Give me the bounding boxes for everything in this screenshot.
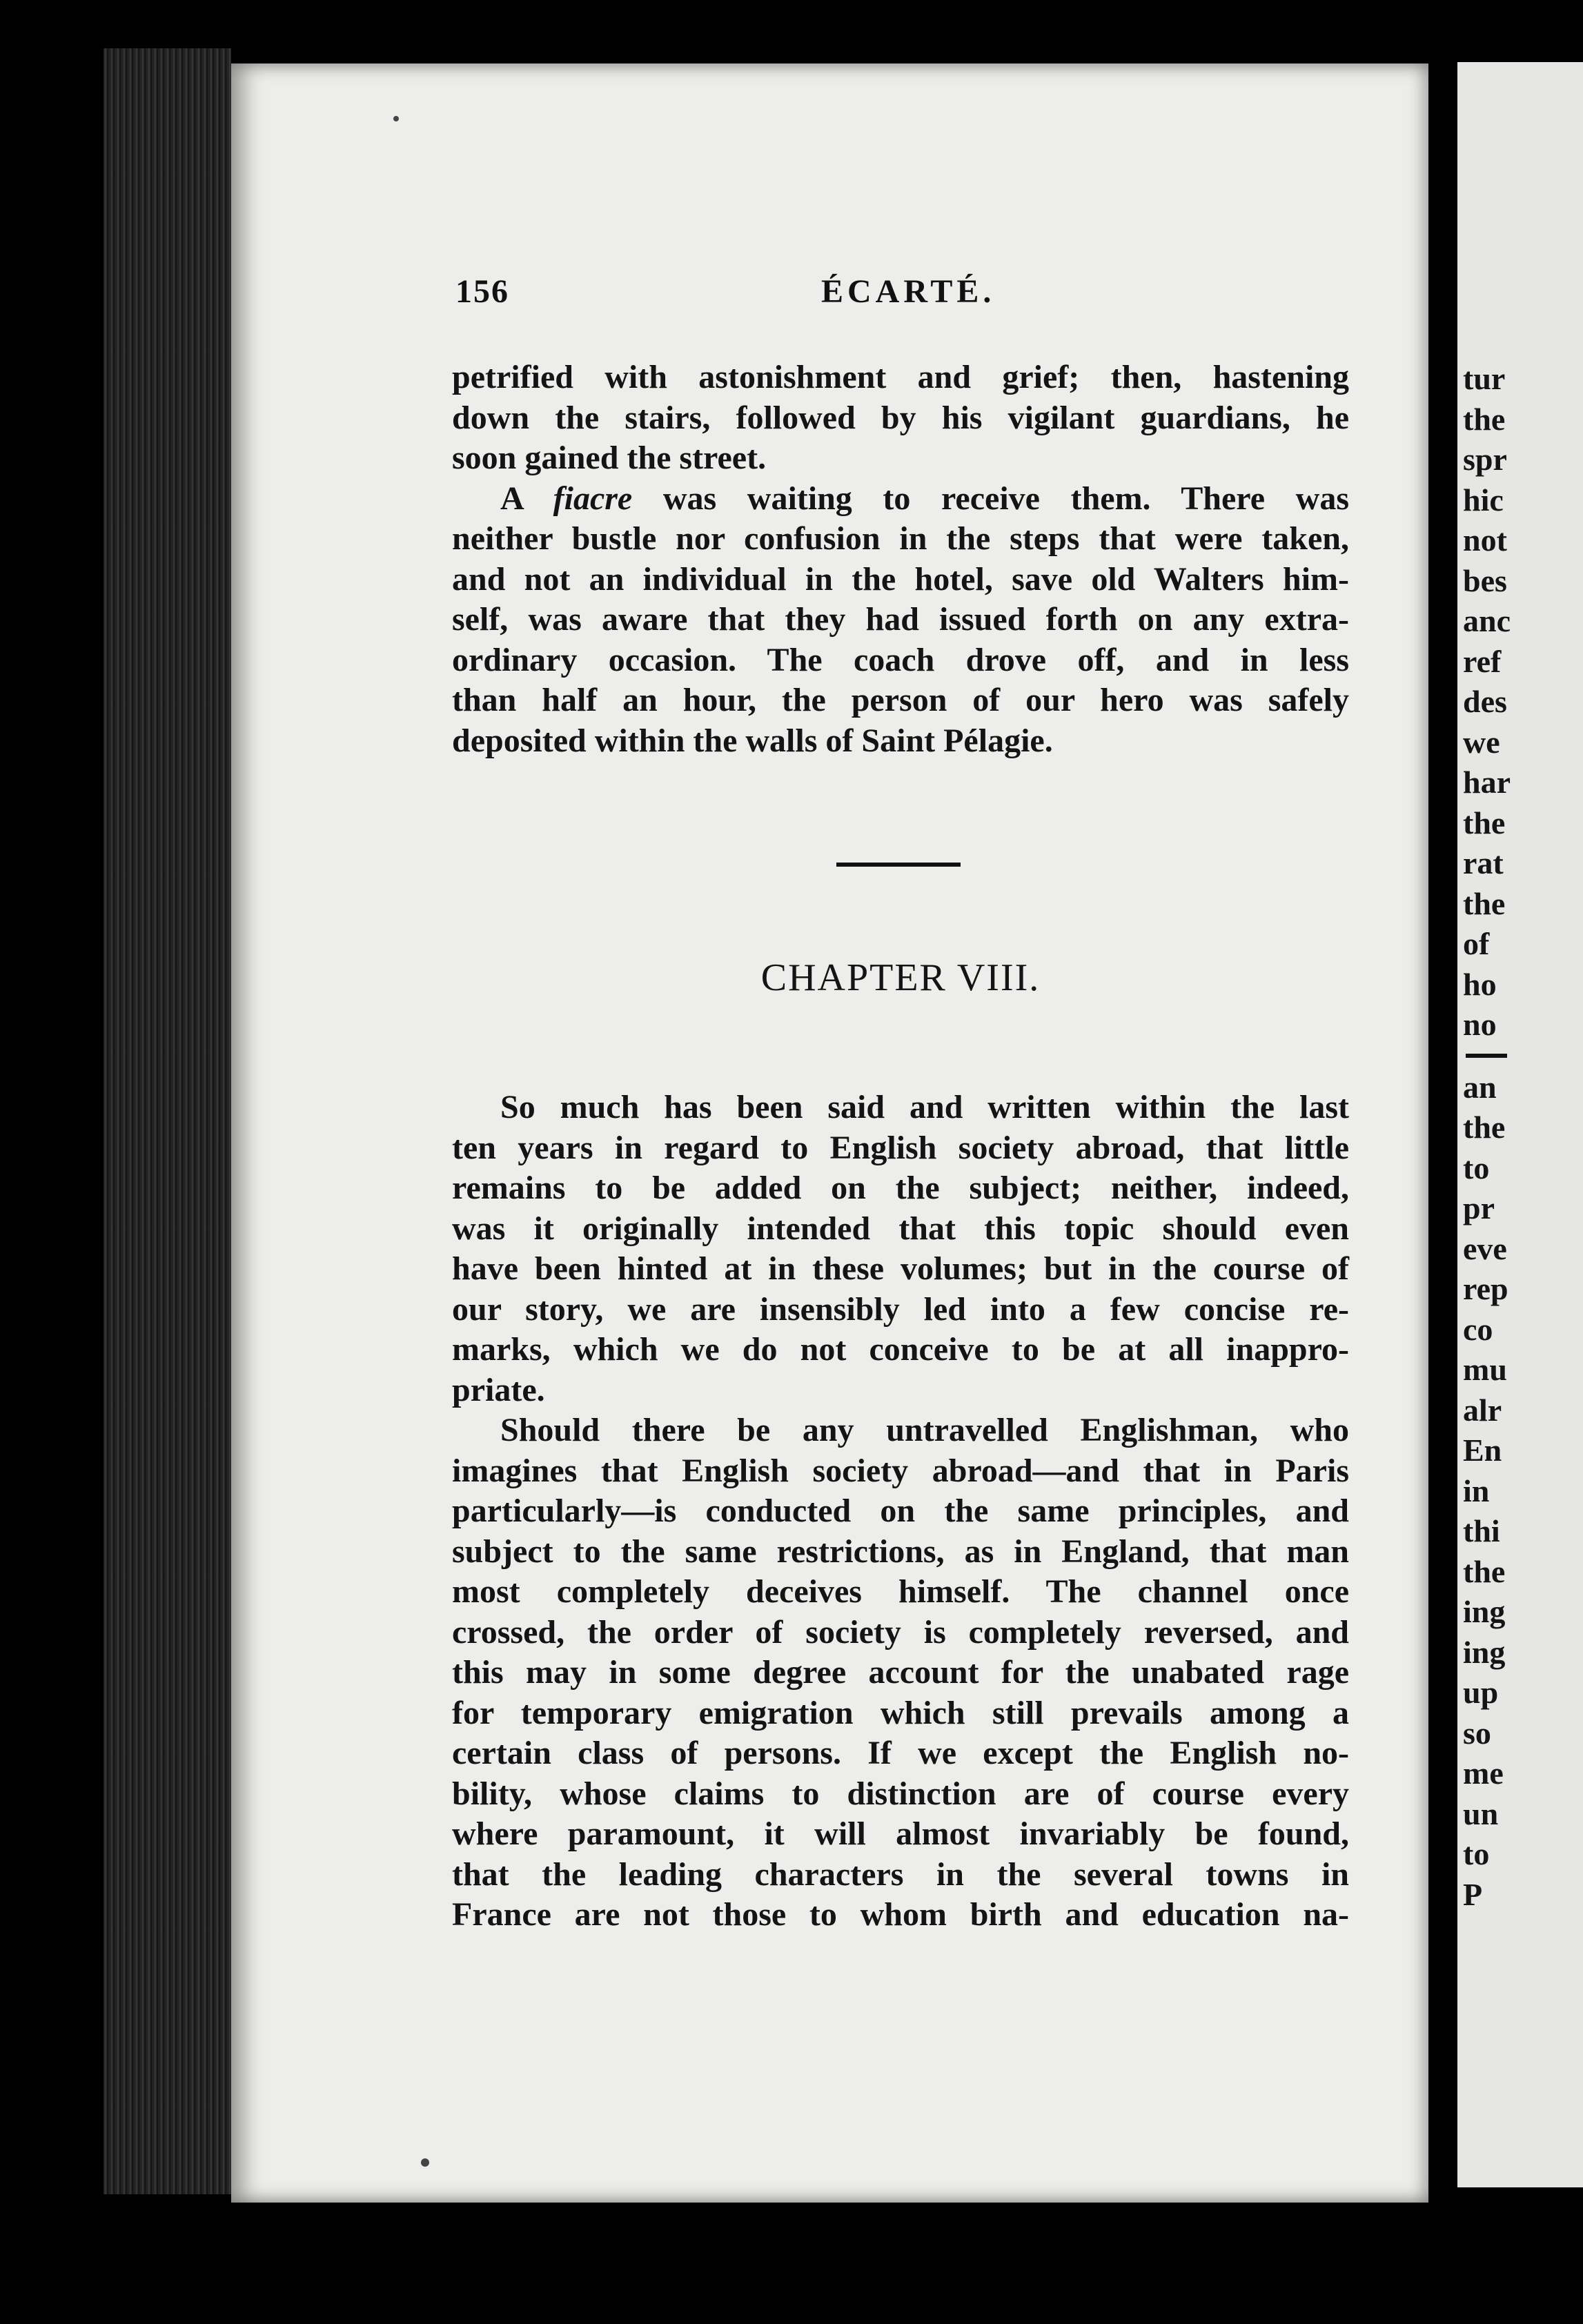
facing-page-fragment: to [1463, 1836, 1490, 1871]
facing-page-fragment: thi [1463, 1513, 1500, 1548]
text-line: was it originally intended that this topic should even [452, 1210, 1349, 1247]
facing-page-fragment: rep [1463, 1271, 1508, 1306]
facing-page-fragment: ref [1463, 643, 1502, 679]
facing-page-fragment: hic [1463, 482, 1504, 518]
facing-page-fragment: the [1463, 805, 1506, 840]
facing-page-fragment: ing [1463, 1594, 1506, 1629]
facing-page-fragment: rat [1463, 845, 1504, 880]
text-line: particularly—is conducted on the same principles, and [452, 1493, 1349, 1529]
facing-page-fragment: in [1463, 1473, 1490, 1508]
facing-page-fragment: bes [1463, 562, 1507, 598]
text-line: have been hinted at in these volumes; but in the course of [452, 1250, 1349, 1287]
facing-page-fragment: we [1463, 724, 1500, 760]
facing-page-fragment: pr [1463, 1190, 1495, 1225]
text-line: imagines that English society abroad—and that in Paris [452, 1452, 1349, 1489]
book-gutter [1428, 41, 1457, 2236]
facing-page-fragment: En [1463, 1432, 1502, 1468]
text-line: deposited within the walls of Saint Pélagie. [452, 722, 1053, 759]
text-line: that the leading characters in the several towns in [452, 1855, 1349, 1893]
facing-page-fragment: alr [1463, 1392, 1502, 1428]
text-block-chapter [452, 1087, 1349, 1936]
facing-page-edge [1457, 62, 1583, 2187]
text-line: soon gained the street. [452, 440, 767, 476]
text-line: petrified with astonishment and grief; then, hastening [452, 359, 1349, 395]
facing-page-fragment: co [1463, 1311, 1493, 1347]
facing-page-fragment: mu [1463, 1352, 1507, 1387]
chapter-heading: CHAPTER VIII. [760, 956, 1041, 999]
facing-page-fragment: spr [1463, 442, 1507, 477]
text-line: crossed, the order of society is completely reversed, and [452, 1613, 1349, 1651]
facing-page-rule [1466, 1054, 1507, 1058]
text-line: than half an hour, the person of our hero was safely [452, 682, 1349, 718]
page-number: 156 [455, 273, 509, 310]
facing-page-fragment: no [1463, 1007, 1497, 1042]
facing-page-text-fragments [1463, 359, 1580, 1915]
facing-page-fragment: up [1463, 1675, 1499, 1710]
text-line: where paramount, it will almost invariably be found, [452, 1815, 1349, 1852]
text-line: priate. [452, 1371, 545, 1408]
facing-page-fragment: of [1463, 926, 1490, 961]
facing-page-fragment: me [1463, 1755, 1504, 1791]
section-divider-rule [836, 863, 961, 867]
book-page-edges [104, 48, 231, 2194]
text-line: ten years in regard to English society abroad, that little [452, 1129, 1349, 1166]
text-line: remains to be added on the subject; neither, indeed, [452, 1170, 1349, 1206]
text-line: A fiacre was waiting to receive them. There was [500, 480, 1349, 517]
text-line: self, was aware that they had issued forth on any extra- [452, 601, 1349, 638]
text-line: this may in some degree account for the unabated rage [452, 1654, 1349, 1691]
facing-page-fragment: the [1463, 1553, 1506, 1589]
facing-page-fragment: ing [1463, 1634, 1506, 1670]
text-line: So much has been said and written within the last [500, 1089, 1349, 1125]
facing-page-fragment: har [1463, 765, 1511, 800]
facing-page-fragment: eve [1463, 1230, 1507, 1266]
running-head [455, 273, 1353, 321]
text-line: Should there be any untravelled Englishman, who [500, 1412, 1349, 1448]
text-line: subject to the same restrictions, as in England, that man [452, 1533, 1349, 1570]
page-blemish [393, 116, 399, 121]
running-title: ÉCARTÉ. [821, 273, 996, 310]
facing-page-fragment: tur [1463, 361, 1506, 396]
text-line: France are not those to whom birth and education na- [452, 1896, 1349, 1933]
text-line: ordinary occasion. The coach drove off, and in less [452, 641, 1349, 678]
text-line: neither bustle nor confusion in the steps that were taken, [452, 520, 1349, 557]
text-line: marks, which we do not conceive to be at all inappro- [452, 1331, 1349, 1368]
facing-page-fragment: ho [1463, 966, 1497, 1002]
facing-page-fragment: the [1463, 1110, 1506, 1145]
facing-page-fragment: un [1463, 1795, 1499, 1831]
text-line: bility, whose claims to distinction are of course every [452, 1775, 1349, 1812]
text-line: down the stairs, followed by his vigilant guardians, he [452, 399, 1349, 436]
page-blemish [421, 2158, 429, 2167]
facing-page-fragment: an [1463, 1069, 1497, 1105]
text-line: and not an individual in the hotel, save old Walters him- [452, 560, 1349, 598]
facing-page-fragment: to [1463, 1150, 1490, 1185]
facing-page-fragment: the [1463, 885, 1506, 921]
facing-page-fragment: not [1463, 522, 1507, 558]
text-line: for temporary emigration which still prevails among a [452, 1694, 1349, 1731]
facing-page-fragment: P [1463, 1876, 1483, 1912]
facing-page-fragment: anc [1463, 603, 1511, 638]
text-line: our story, we are insensibly led into a few concise re- [452, 1290, 1349, 1328]
facing-page-fragment: the [1463, 401, 1506, 437]
text-line: certain class of persons. If we except the English no- [452, 1735, 1349, 1771]
text-line: most completely deceives himself. The channel once [452, 1573, 1349, 1610]
facing-page-fragment: so [1463, 1715, 1491, 1751]
facing-page-fragment: des [1463, 684, 1507, 719]
text-block-top [452, 357, 1349, 761]
